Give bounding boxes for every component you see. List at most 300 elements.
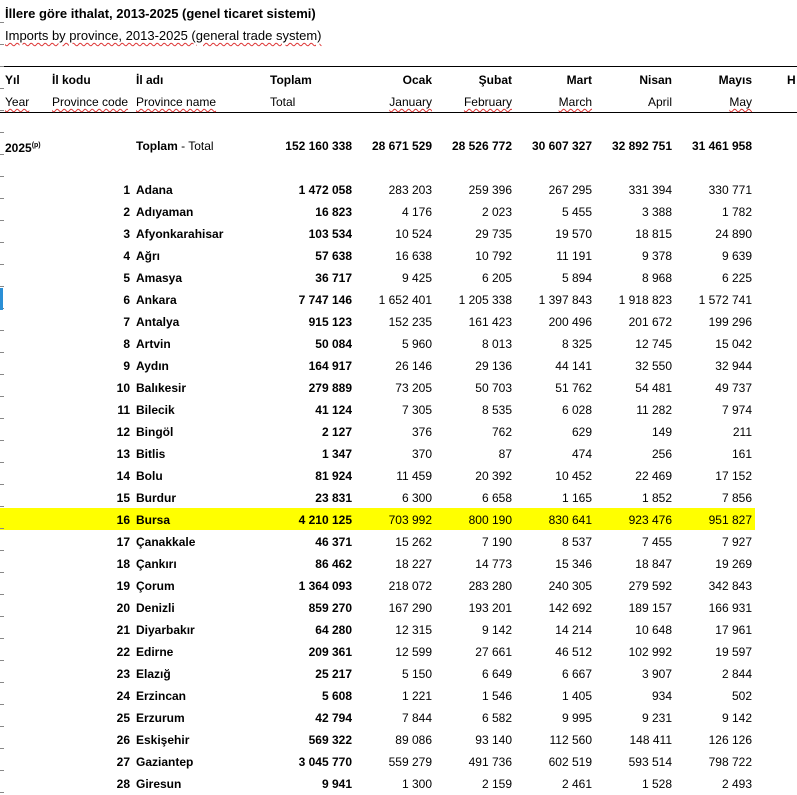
province-value-3: 15 346 (555, 557, 592, 571)
province-value-0: 164 917 (308, 359, 352, 373)
province-name: Çorum (136, 579, 175, 593)
province-value-1: 283 203 (388, 183, 432, 197)
province-value-3: 14 214 (555, 623, 592, 637)
province-value-5: 17 152 (715, 469, 752, 483)
province-value-4: 3 388 (641, 205, 672, 219)
province-value-5: 15 042 (715, 337, 752, 351)
province-code: 8 (123, 337, 130, 351)
province-value-5: 7 856 (721, 491, 752, 505)
province-value-4: 9 378 (641, 249, 672, 263)
province-name: Çanakkale (136, 535, 196, 549)
row-gutter-tick (0, 352, 4, 353)
province-value-0: 16 823 (315, 205, 352, 219)
province-value-1: 11 459 (396, 469, 432, 483)
province-value-2: 8 535 (481, 403, 512, 417)
province-value-4: 8 968 (641, 271, 672, 285)
header-en-february: February (463, 95, 512, 109)
province-code: 22 (116, 645, 130, 659)
row-gutter-tick (0, 616, 4, 617)
province-name: Erzincan (136, 689, 187, 703)
province-value-5: 330 771 (708, 183, 752, 197)
province-value-3: 112 560 (549, 733, 592, 747)
province-value-3: 11 191 (556, 249, 592, 263)
province-value-2: 800 190 (468, 513, 512, 527)
province-value-1: 15 262 (395, 535, 432, 549)
province-value-4: 32 550 (635, 359, 672, 373)
province-value-1: 218 072 (388, 579, 432, 593)
title-english-text: Imports by province, 2013-2025 (general trade system) (5, 28, 322, 43)
province-value-3: 267 295 (548, 183, 592, 197)
province-value-4: 1 528 (641, 777, 672, 791)
province-code: 20 (116, 601, 130, 615)
row-gutter-tick (0, 286, 4, 287)
province-name: Gaziantep (136, 755, 194, 769)
province-value-0: 569 322 (308, 733, 352, 747)
province-value-1: 376 (411, 425, 432, 439)
province-value-3: 474 (571, 447, 592, 461)
row-gutter-tick (0, 704, 4, 705)
province-value-3: 5 455 (561, 205, 592, 219)
header-en-province-code: Province code (52, 95, 129, 109)
total-value-3: 30 607 327 (531, 139, 592, 153)
province-value-4: 54 481 (635, 381, 672, 395)
total-label-en: Total (188, 139, 214, 153)
province-value-0: 46 371 (315, 535, 352, 549)
province-value-4: 201 672 (628, 315, 672, 329)
row-gutter-tick (0, 330, 4, 331)
province-value-1: 1 221 (401, 689, 432, 703)
province-code: 11 (117, 403, 130, 417)
province-value-3: 6 667 (561, 667, 592, 681)
province-code: 28 (116, 777, 130, 791)
province-value-1: 6 300 (401, 491, 432, 505)
province-value-2: 87 (498, 447, 512, 461)
province-code: 7 (123, 315, 130, 329)
province-name: Burdur (136, 491, 176, 505)
year-label: 2025 (5, 141, 32, 155)
province-value-4: 934 (651, 689, 672, 703)
header-tr-march: Mart (566, 73, 592, 87)
province-value-0: 3 045 770 (298, 755, 352, 769)
province-value-3: 10 452 (555, 469, 592, 483)
province-name: Diyarbakır (136, 623, 195, 637)
province-value-0: 1 347 (321, 447, 352, 461)
header-tr-total: Toplam (270, 73, 312, 87)
header-tr-province-name: İl adı (136, 73, 164, 87)
province-value-3: 1 165 (561, 491, 592, 505)
province-value-2: 762 (491, 425, 512, 439)
province-value-0: 23 831 (315, 491, 352, 505)
row-gutter-tick (0, 462, 4, 463)
province-value-4: 18 847 (635, 557, 672, 571)
province-value-2: 161 423 (468, 315, 512, 329)
row-gutter-tick (0, 132, 4, 133)
province-value-0: 1 364 093 (298, 579, 352, 593)
total-value-4: 32 892 751 (611, 139, 672, 153)
province-value-5: 1 782 (721, 205, 752, 219)
header-en-march-cell (512, 95, 592, 109)
province-name: Aydın (136, 359, 169, 373)
province-value-4: 7 455 (641, 535, 672, 549)
province-value-5: 2 493 (721, 777, 752, 791)
province-value-0: 103 534 (308, 227, 352, 241)
province-value-0: 57 638 (315, 249, 352, 263)
province-name: Elazığ (136, 667, 171, 681)
province-value-0: 25 217 (315, 667, 352, 681)
province-value-1: 559 279 (388, 755, 432, 769)
province-value-4: 10 648 (635, 623, 672, 637)
province-value-2: 2 023 (481, 205, 512, 219)
province-value-0: 1 472 058 (298, 183, 352, 197)
province-code: 13 (116, 447, 130, 461)
province-value-1: 370 (411, 447, 432, 461)
row-gutter-tick (0, 418, 4, 419)
province-value-3: 44 141 (555, 359, 592, 373)
province-value-5: 6 225 (721, 271, 752, 285)
province-value-4: 1 852 (641, 491, 672, 505)
province-value-3: 8 325 (561, 337, 592, 351)
province-code: 9 (123, 359, 130, 373)
province-value-1: 12 599 (395, 645, 432, 659)
province-value-2: 50 703 (475, 381, 512, 395)
province-value-1: 9 425 (401, 271, 432, 285)
province-code: 27 (116, 755, 130, 769)
province-code: 10 (116, 381, 130, 395)
province-code: 2 (123, 205, 130, 219)
province-value-3: 8 537 (561, 535, 592, 549)
row-gutter-tick (0, 374, 4, 375)
province-name: Eskişehir (136, 733, 190, 747)
row-gutter-tick (0, 528, 4, 529)
header-en-total: Total (270, 95, 296, 109)
province-value-5: 9 142 (721, 711, 752, 725)
province-value-0: 915 123 (308, 315, 352, 329)
province-code: 19 (116, 579, 130, 593)
province-value-3: 6 028 (561, 403, 592, 417)
province-value-2: 6 582 (481, 711, 512, 725)
province-value-0: 36 717 (315, 271, 352, 285)
province-value-4: 149 (651, 425, 672, 439)
province-value-5: 1 572 741 (698, 293, 752, 307)
province-value-2: 9 142 (481, 623, 512, 637)
row-gutter-tick (0, 726, 4, 727)
province-value-3: 51 762 (555, 381, 592, 395)
province-value-4: 256 (651, 447, 672, 461)
province-code: 15 (116, 491, 130, 505)
total-value-0: 152 160 338 (285, 139, 352, 153)
province-value-1: 7 844 (401, 711, 432, 725)
province-value-5: 32 944 (715, 359, 752, 373)
province-value-5: 502 (731, 689, 752, 703)
row-gutter-tick (0, 660, 4, 661)
province-value-3: 629 (571, 425, 592, 439)
province-value-1: 5 150 (401, 667, 432, 681)
province-value-5: 951 827 (708, 513, 752, 527)
province-value-1: 1 652 401 (378, 293, 432, 307)
province-name: Bitlis (136, 447, 166, 461)
row-gutter-tick (0, 506, 4, 507)
header-tr-april: Nisan (639, 73, 672, 87)
province-name: Ağrı (136, 249, 160, 263)
province-value-0: 42 794 (315, 711, 352, 725)
total-label-tr: Toplam (136, 139, 178, 153)
province-value-2: 29 735 (475, 227, 512, 241)
province-value-4: 593 514 (628, 755, 672, 769)
province-name: Amasya (136, 271, 183, 285)
row-gutter-tick (0, 484, 4, 485)
total-label-separator: - (177, 139, 189, 153)
province-value-2: 2 159 (481, 777, 512, 791)
row-gutter-tick (0, 154, 4, 155)
province-code: 3 (123, 227, 130, 241)
province-value-0: 859 270 (308, 601, 352, 615)
province-value-5: 2 844 (721, 667, 752, 681)
province-value-2: 10 792 (475, 249, 512, 263)
province-value-4: 923 476 (628, 513, 672, 527)
province-value-0: 5 608 (321, 689, 352, 703)
province-value-2: 491 736 (468, 755, 512, 769)
province-value-2: 7 190 (481, 535, 512, 549)
province-code: 21 (116, 623, 130, 637)
province-name: Bolu (136, 469, 163, 483)
row-gutter-tick (0, 550, 4, 551)
province-value-5: 199 296 (708, 315, 752, 329)
row-gutter-tick (0, 396, 4, 397)
province-value-1: 26 146 (395, 359, 432, 373)
province-value-5: 166 931 (708, 601, 752, 615)
header-top-border (0, 66, 797, 67)
province-value-0: 2 127 (321, 425, 352, 439)
row-gutter-tick (0, 594, 4, 595)
province-value-2: 93 140 (475, 733, 512, 747)
province-value-5: 19 269 (715, 557, 752, 571)
province-name: Denizli (136, 601, 175, 615)
province-value-2: 6 205 (481, 271, 512, 285)
province-name: Edirne (136, 645, 174, 659)
row-gutter-tick (0, 572, 4, 573)
province-value-4: 1 918 823 (618, 293, 672, 307)
province-value-1: 4 176 (401, 205, 432, 219)
province-value-5: 798 722 (708, 755, 752, 769)
province-value-5: 24 890 (715, 227, 752, 241)
province-code: 12 (116, 425, 130, 439)
province-name: Ankara (136, 293, 177, 307)
province-value-2: 29 136 (475, 359, 512, 373)
province-code: 14 (116, 469, 130, 483)
province-value-1: 703 992 (388, 513, 432, 527)
header-en-march: March (558, 95, 592, 109)
province-code: 16 (116, 513, 130, 527)
province-value-5: 211 (732, 425, 752, 439)
total-row-label (136, 139, 214, 153)
row-gutter-tick (0, 88, 4, 89)
header-en-province-name: Province name (136, 95, 217, 109)
row-gutter-tick (0, 770, 4, 771)
province-value-0: 209 361 (308, 645, 352, 659)
province-value-5: 126 126 (708, 733, 752, 747)
title-turkish: İllere göre ithalat, 2013-2025 (genel ticaret sistemi) (5, 6, 316, 21)
province-value-1: 73 205 (395, 381, 432, 395)
row-gutter-tick (0, 220, 4, 221)
province-value-3: 9 995 (561, 711, 592, 725)
row-gutter-tick (0, 198, 4, 199)
row-gutter-tick (0, 22, 4, 23)
province-name: Antalya (136, 315, 180, 329)
province-value-4: 279 592 (628, 579, 672, 593)
total-value-1: 28 671 529 (371, 139, 432, 153)
province-value-1: 10 524 (395, 227, 432, 241)
province-value-5: 7 927 (721, 535, 752, 549)
province-value-3: 2 461 (561, 777, 592, 791)
province-value-2: 27 661 (475, 645, 512, 659)
header-en-april: April (647, 95, 672, 109)
province-value-4: 18 815 (635, 227, 672, 241)
province-value-1: 89 086 (395, 733, 432, 747)
province-value-4: 22 469 (635, 469, 672, 483)
province-value-3: 200 496 (548, 315, 592, 329)
province-value-0: 86 462 (315, 557, 352, 571)
header-en-april-cell (592, 95, 672, 109)
province-value-1: 16 638 (395, 249, 432, 263)
header-en-may-cell (672, 95, 752, 109)
province-value-4: 148 411 (629, 733, 672, 747)
province-value-1: 167 290 (388, 601, 432, 615)
province-code: 23 (116, 667, 130, 681)
province-code: 25 (116, 711, 130, 725)
province-value-4: 102 992 (628, 645, 672, 659)
header-tr-february: Şubat (478, 73, 512, 87)
province-value-1: 7 305 (401, 403, 432, 417)
province-value-2: 193 201 (468, 601, 512, 615)
row-gutter-tick (0, 44, 4, 45)
province-value-2: 1 205 338 (458, 293, 512, 307)
province-value-0: 41 124 (315, 403, 352, 417)
province-value-1: 18 227 (395, 557, 432, 571)
header-en-january-cell (352, 95, 432, 109)
province-value-2: 20 392 (475, 469, 512, 483)
province-name: Balıkesir (136, 381, 187, 395)
province-name: Bilecik (136, 403, 175, 417)
province-name: Çankırı (136, 557, 177, 571)
province-value-3: 830 641 (548, 513, 592, 527)
province-value-5: 342 843 (708, 579, 752, 593)
province-value-3: 240 305 (548, 579, 592, 593)
header-bottom-border (0, 112, 797, 113)
row-gutter-tick (0, 638, 4, 639)
province-name: Adıyaman (136, 205, 194, 219)
province-value-5: 9 639 (721, 249, 752, 263)
province-value-2: 259 396 (468, 183, 512, 197)
province-value-2: 6 658 (481, 491, 512, 505)
header-tr-province-code: İl kodu (52, 73, 91, 87)
province-name: Bingöl (136, 425, 174, 439)
row-gutter-tick (0, 682, 4, 683)
province-name: Erzurum (136, 711, 185, 725)
province-value-3: 602 519 (548, 755, 592, 769)
province-name: Adana (136, 183, 173, 197)
province-value-5: 19 597 (715, 645, 752, 659)
province-value-0: 4 210 125 (298, 513, 352, 527)
selected-row-marker (0, 288, 3, 310)
province-value-5: 7 974 (721, 403, 752, 417)
total-value-2: 28 526 772 (451, 139, 512, 153)
province-value-1: 12 315 (395, 623, 432, 637)
row-gutter-tick (0, 242, 4, 243)
province-value-5: 17 961 (715, 623, 752, 637)
province-value-3: 142 692 (548, 601, 592, 615)
year-note: (p) (31, 142, 41, 149)
header-en-year: Year (5, 95, 30, 109)
province-value-2: 8 013 (481, 337, 512, 351)
province-value-3: 1 405 (561, 689, 592, 703)
province-code: 6 (123, 293, 130, 307)
province-value-0: 50 084 (315, 337, 352, 351)
total-value-5: 31 461 958 (691, 139, 752, 153)
year-value (5, 139, 41, 155)
province-value-3: 19 570 (555, 227, 592, 241)
header-en-may: May (729, 95, 752, 109)
province-value-0: 81 924 (315, 469, 352, 483)
province-code: 4 (123, 249, 130, 263)
province-value-4: 9 231 (641, 711, 672, 725)
province-code: 26 (116, 733, 130, 747)
row-gutter-tick (0, 176, 4, 177)
header-en-february-cell (432, 95, 512, 109)
province-code: 18 (116, 557, 130, 571)
province-value-2: 283 280 (468, 579, 512, 593)
row-gutter-tick (0, 792, 4, 793)
row-gutter-tick (0, 110, 4, 111)
province-value-2: 1 546 (481, 689, 512, 703)
province-code: 5 (123, 271, 130, 285)
province-value-4: 12 745 (635, 337, 672, 351)
province-value-0: 7 747 146 (298, 293, 352, 307)
province-value-5: 161 (731, 447, 752, 461)
header-tr-january: Ocak (402, 73, 432, 87)
province-value-1: 5 960 (401, 337, 432, 351)
province-value-1: 1 300 (401, 777, 432, 791)
province-name: Bursa (136, 513, 171, 527)
province-value-3: 1 397 843 (538, 293, 592, 307)
header-en-january: January (389, 95, 432, 109)
row-gutter-tick (0, 748, 4, 749)
province-value-0: 9 941 (321, 777, 352, 791)
province-value-0: 64 280 (315, 623, 352, 637)
province-value-0: 279 889 (308, 381, 352, 395)
header-tr-year: Yıl (5, 73, 20, 87)
province-code: 24 (116, 689, 130, 703)
province-name: Giresun (136, 777, 182, 791)
province-value-5: 49 737 (715, 381, 752, 395)
province-code: 17 (116, 535, 130, 549)
title-english (5, 28, 322, 43)
row-gutter-tick (0, 264, 4, 265)
province-value-4: 331 394 (628, 183, 672, 197)
province-value-2: 14 773 (475, 557, 512, 571)
province-name: Artvin (136, 337, 171, 351)
province-value-3: 46 512 (555, 645, 592, 659)
header-tr-june-partial: H (787, 73, 796, 87)
province-name: Afyonkarahisar (136, 227, 224, 241)
row-gutter-tick (0, 440, 4, 441)
province-value-2: 6 649 (481, 667, 512, 681)
province-value-4: 11 282 (636, 403, 672, 417)
province-value-4: 189 157 (628, 601, 672, 615)
province-code: 1 (123, 183, 130, 197)
province-value-1: 152 235 (388, 315, 432, 329)
province-value-4: 3 907 (641, 667, 672, 681)
row-gutter-tick (0, 66, 4, 67)
